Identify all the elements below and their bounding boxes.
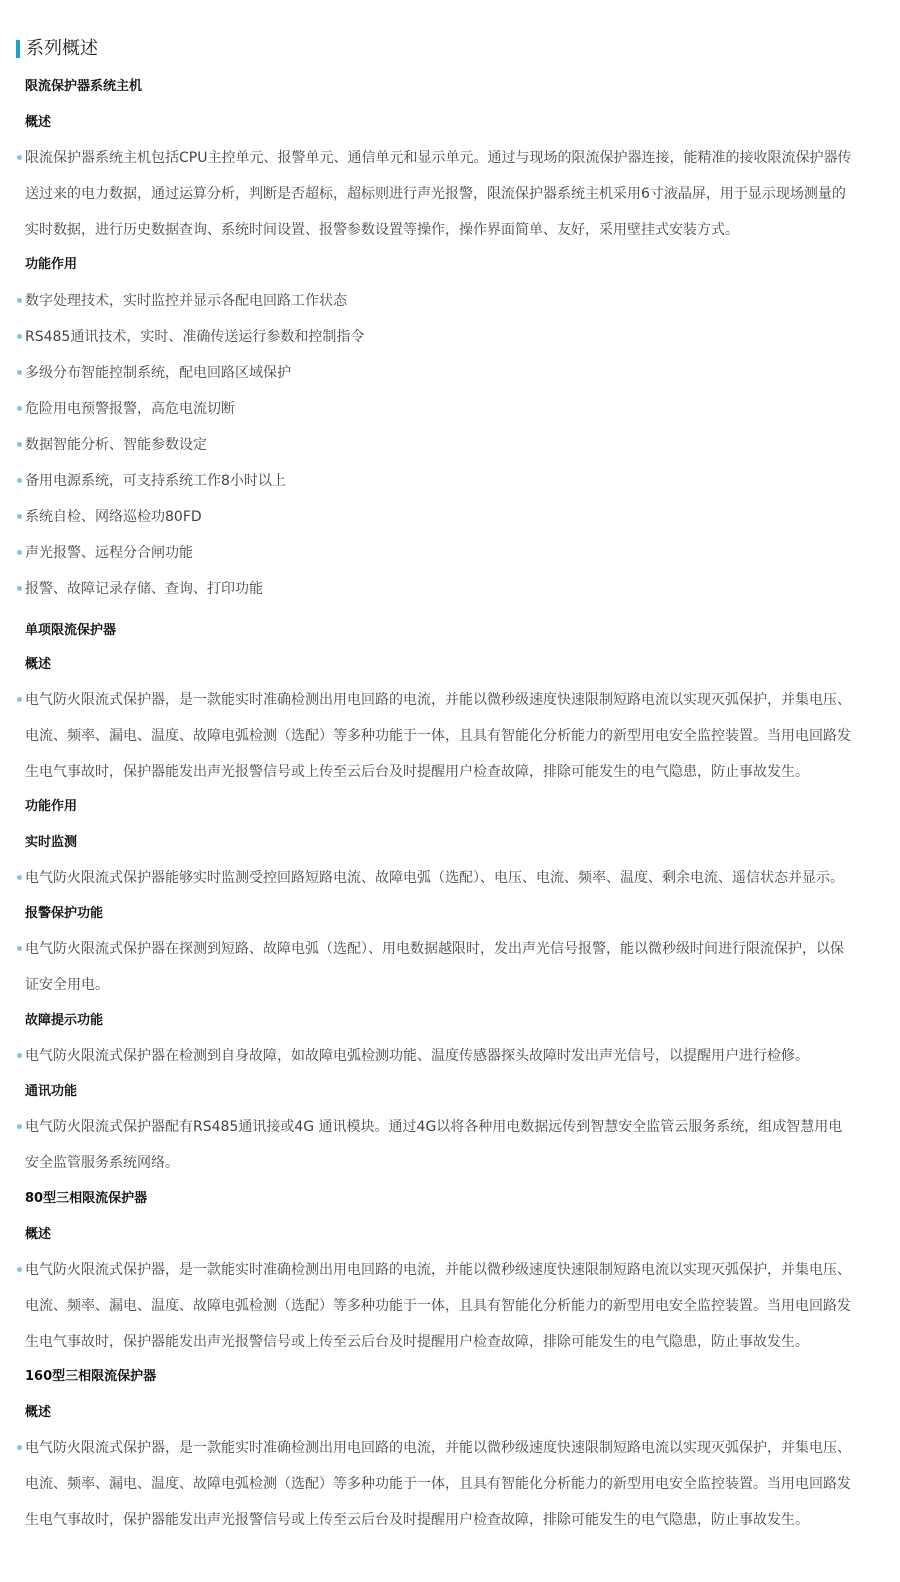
host-function-item [25,328,855,346]
function-item-text: RS485通讯技术，实时、准确传送运行参数和控制指令 [25,329,365,345]
section-title-text: 系列概述 [26,38,98,59]
bullet-dot [17,1124,22,1129]
bullet-dot [17,334,22,339]
function-item-text: 数据智能分析、智能参数设定 [25,437,207,453]
single-overview-paragraph: 电气防火限流式保护器，是一款能实时准确检测出用电回路的电流，并能以微秒级速度快速限制短路电流以实现灭弧保护，并集电压、电流、频率、漏电、温度、故障电弧检测（选配）等多种功能于一体，且具有智能化分析能力的新型用电安全监控装置。当用电回路发生电气事故时，保护器能发出声光报警信号或上传至云后台及时提醒用户检查故障，排除可能发生的电气隐患，防止事故发生。 [25,692,851,780]
host-function-item [25,508,855,526]
fault-heading: 故障提示功能 [25,1013,104,1028]
bullet-dot [17,550,22,555]
host-overview-paragraph: 限流保护器系统主机包括CPU主控单元、报警单元、通信单元和显示单元。通过与现场的限流保护器连接，能精准的接收限流保护器传送过来的电力数据，通过运算分析，判断是否超标，超标则进行声光报警，限流保护器系统主机采用6寸液晶屏，用于显示现场测量的实时数据，进行历史数据查询、系统时间设置、报警参数设置等操作，操作界面简单、友好，采用壁挂式安装方式。 [25,150,852,238]
section-title [16,38,98,60]
bullet-dot [17,1267,22,1272]
fault-text [25,1038,855,1074]
host-heading: 限流保护器系统主机 [25,79,143,94]
alarm-heading: 报警保护功能 [25,906,104,921]
bullet-dot [17,586,22,591]
comm-text [25,1109,855,1181]
host-function-item [25,472,855,490]
function-item-text: 危险用电预警报警，高危电流切断 [25,401,235,417]
host-overview-heading: 概述 [25,115,52,130]
host-overview-text [25,140,855,248]
bullet-dot [17,875,22,880]
bullet-dot [17,155,22,160]
single-heading: 单项限流保护器 [25,623,117,638]
single-overview-heading: 概述 [25,657,52,672]
function-item-text: 数字处理技术，实时监控并显示各配电回路工作状态 [25,293,347,309]
bullet-dot [17,514,22,519]
title-accent-bar [16,40,20,58]
comm-paragraph: 电气防火限流式保护器配有RS485通讯接或4G 通讯模块。通过4G以将各种用电数据远传到智慧安全监管云服务系统，组成智慧用电安全监管服务系统网络。 [25,1119,843,1171]
bullet-dot [17,406,22,411]
type160-heading: 160型三相限流保护器 [25,1369,157,1384]
host-function-item [25,436,855,454]
monitor-paragraph: 电气防火限流式保护器能够实时监测受控回路短路电流、故障电弧（选配）、电压、电流、频率、温度、剩余电流、遥信状态并显示。 [25,870,844,886]
function-item-text: 声光报警、远程分合闸功能 [25,545,193,561]
single-overview-text [25,682,855,790]
type80-overview-text [25,1252,855,1360]
host-function-item [25,400,855,418]
fault-paragraph: 电气防火限流式保护器在检测到自身故障，如故障电弧检测功能、温度传感器探头故障时发出声光信号，以提醒用户进行检修。 [25,1048,809,1064]
host-function-item [25,292,855,310]
function-item-text: 多级分布智能控制系统，配电回路区域保护 [25,365,291,381]
type80-overview-heading: 概述 [25,1227,52,1242]
bullet-dot [17,1445,22,1450]
function-item-text: 备用电源系统，可支持系统工作8小时以上 [25,473,286,489]
bullet-dot [17,946,22,951]
bullet-dot [17,1053,22,1058]
function-item-text: 系统自检、网络巡检功80FD [25,509,202,525]
host-function-heading: 功能作用 [25,257,78,272]
type80-heading: 80型三相限流保护器 [25,1191,148,1206]
type80-overview-paragraph: 电气防火限流式保护器，是一款能实时准确检测出用电回路的电流，并能以微秒级速度快速限制短路电流以实现灭弧保护，并集电压、电流、频率、漏电、温度、故障电弧检测（选配）等多种功能于一体，且具有智能化分析能力的新型用电安全监控装置。当用电回路发生电气事故时，保护器能发出声光报警信号或上传至云后台及时提醒用户检查故障，排除可能发生的电气隐患，防止事故发生。 [25,1262,851,1350]
single-function-heading: 功能作用 [25,799,78,814]
function-item-text: 报警、故障记录存储、查询、打印功能 [25,581,263,597]
alarm-paragraph: 电气防火限流式保护器在探测到短路、故障电弧（选配）、用电数据越限时，发出声光信号报警，能以微秒级时间进行限流保护，以保证安全用电。 [25,941,844,993]
alarm-text [25,931,855,1003]
type160-overview-text [25,1430,855,1538]
monitor-heading: 实时监测 [25,835,78,850]
host-function-item [25,580,855,598]
bullet-dot [17,442,22,447]
type160-overview-paragraph: 电气防火限流式保护器，是一款能实时准确检测出用电回路的电流，并能以微秒级速度快速限制短路电流以实现灭弧保护，并集电压、电流、频率、漏电、温度、故障电弧检测（选配）等多种功能于一体，且具有智能化分析能力的新型用电安全监控装置。当用电回路发生电气事故时，保护器能发出声光报警信号或上传至云后台及时提醒用户检查故障，排除可能发生的电气隐患，防止事故发生。 [25,1440,851,1528]
host-function-item [25,544,855,562]
comm-heading: 通讯功能 [25,1084,78,1099]
bullet-dot [17,370,22,375]
type160-overview-heading: 概述 [25,1405,52,1420]
bullet-dot [17,697,22,702]
bullet-dot [17,478,22,483]
bullet-dot [17,298,22,303]
monitor-text [25,860,855,896]
host-function-item [25,364,855,382]
